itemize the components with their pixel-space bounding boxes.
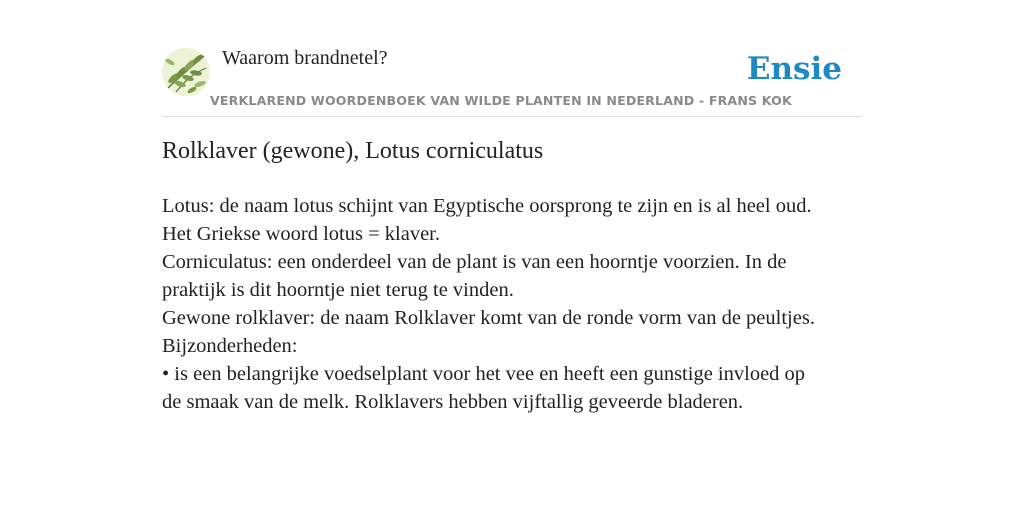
site-header [162,44,862,117]
entry-definition [162,192,862,416]
definition-line: • is een belangrijke voedselplant voor het vee en heeft een gunstige invloed op [162,363,806,385]
entry-title: Rolklaver (gewone), Lotus corniculatus [162,138,544,164]
definition-line: Bijzonderheden: [162,335,298,357]
definition-line: Corniculatus: een onderdeel van de plant is van een hoorntje voorzien. In de [162,251,787,273]
plant-leaves-icon[interactable] [162,48,210,96]
definition-line: Het Griekse woord lotus = klaver. [162,223,441,245]
definition-line: Lotus: de naam lotus schijnt van Egyptische oorsprong te zijn en is al heel oud. [162,195,812,217]
definition-line: Gewone rolklaver: de naam Rolklaver komt van de ronde vorm van de peultjes. [162,307,815,329]
ensie-logo[interactable]: Ensie [746,51,842,87]
site-title[interactable]: Waarom brandnetel? [222,47,388,69]
definition-line: de smaak van de melk. Rolklavers hebben vijftallig geveerde bladeren. [162,391,744,413]
definition-line: praktijk is dit hoorntje niet terug te vinden. [162,279,514,301]
dictionary-subtitle[interactable]: VERKLAREND WOORDENBOEK VAN WILDE PLANTEN IN NEDERLAND - FRANS KOK [210,93,792,108]
